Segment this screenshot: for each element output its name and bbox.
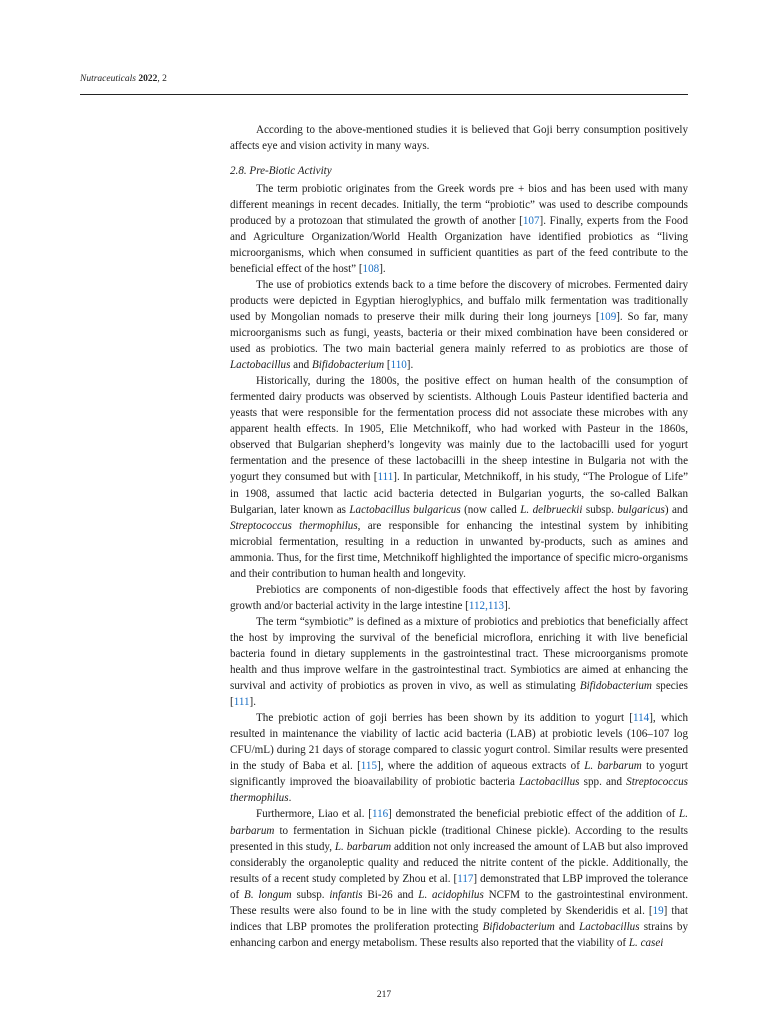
italic-term: L. casei [628, 936, 664, 949]
page-number: 217 [376, 990, 392, 1000]
text-run: ]. [504, 599, 511, 612]
citation-link[interactable]: 116 [371, 808, 389, 821]
paragraph-goji-yogurt [230, 710, 688, 806]
citation-link[interactable]: 110 [390, 359, 407, 372]
citation-link[interactable]: 111 [377, 471, 394, 484]
intro-slot [230, 122, 688, 154]
italic-term: Lactobacillus [519, 776, 580, 789]
italic-term: Lactobacillus bulgaricus [349, 503, 461, 516]
text-run: According to the above-mentioned studies it is believed that Goji berry consumption positively affects eye and vision activity in many ways. [230, 124, 688, 153]
italic-term: L. delbrueckii [520, 503, 583, 516]
italic-term: Lactobacillus [579, 920, 640, 933]
text-run: to fermentation in Sichuan pickle (traditional Chinese pickle). According to the results presented in this study, [230, 824, 688, 853]
italic-term: B. longum [244, 888, 292, 901]
paragraph-probiotic-history [230, 277, 688, 373]
citation-link[interactable]: 19 [652, 904, 664, 917]
text-run: , are responsible for enhancing the intestinal system by inhibiting microbial fermentation, resulting in a reduction in unwanted by-products, such as amines and ammonia. Thus, for the first time, Metchnikoff highlighted the importance of specific micro-organisms and their contribution to human health and longevity. [230, 519, 688, 580]
paragraph-metchnikoff [230, 373, 688, 582]
journal-year: 2022 [138, 74, 158, 84]
italic-term: Bifidobacterium [579, 680, 652, 693]
italic-term: bulgaricus [617, 503, 665, 516]
paragraph-intro [230, 122, 688, 154]
italic-term: Lactobacillus [230, 359, 291, 372]
citation-link[interactable]: 112,113 [468, 599, 505, 612]
citation-link[interactable]: 114 [633, 712, 650, 725]
text-run: subsp. [291, 888, 330, 901]
text-run: ] demonstrated the beneficial prebiotic effect of the addition of [388, 808, 680, 821]
text-run: Historically, during the 1800s, the positive effect on human health of the consumption of fermented dairy products was observed by scientists. Although Louis Pasteur identified bacteria and yeasts that were responsible for the fermentation process did not associate these microbes with any apparent health effects. In 1905, Elie Metchnikoff, who had worked with Pasteur in the 1860s, observed that Bulgarian shepherd’s longevity was mainly due to the lactobacilli used for yogurt fermentation and the presence of these lactobacilli in the sheep intestine in Bulgaria not with the yogurt they consumed but with [ [230, 375, 688, 484]
text-run: The prebiotic action of goji berries has been shown by its addition to yogurt [ [256, 712, 633, 725]
citation-link[interactable]: 115 [360, 760, 378, 773]
italic-term: L. acidophilus [418, 888, 484, 901]
text-run: ) and [664, 503, 688, 516]
section-title: Pre-Biotic Activity [249, 164, 332, 177]
text-run: spp. and [579, 776, 627, 789]
text-run: and [554, 920, 580, 933]
text-run: Furthermore, Liao et al. [ [256, 808, 372, 821]
text-run: subsp. [582, 503, 618, 516]
journal-name: Nutraceuticals [80, 74, 136, 84]
text-run: ]. [249, 696, 256, 709]
text-run: species [ [230, 680, 688, 709]
italic-term: Bifidobacterium [482, 920, 555, 933]
text-run: ]. So far, many microorganisms such as fungi, yeasts, bacteria or their mixed combination have been considered or used as probiotics. The two main bacterial genera mainly referred to as probiotics are those of [230, 311, 688, 356]
text-run: Prebiotics are components of non-digestible foods that effectively affect the host by favoring growth and/or bacterial activity in the large intestine [ [230, 583, 688, 612]
journal-volume: , 2 [157, 74, 167, 84]
italic-term: L. barbarum [584, 760, 642, 773]
italic-term: L. barbarum [334, 840, 392, 853]
text-run: strains by enhancing carbon and energy metabolism. These results also reported that the viability of [230, 920, 688, 949]
text-run: ]. Finally, experts from the Food and Agriculture Organization/World Health Organization have identified probiotics as “living microorganisms, which when consumed in sufficient quantities as part of the feed contribute to the beneficial effect of the host” [ [230, 214, 688, 275]
citation-link[interactable]: 108 [362, 262, 380, 275]
italic-term: L. barbarum [230, 808, 688, 837]
paragraph-probiotic-origin [230, 181, 688, 277]
text-run: to yogurt significantly improved the bioavailability of probiotic bacteria [230, 760, 688, 789]
citation-link[interactable]: 109 [599, 311, 617, 324]
text-run: The term “symbiotic” is defined as a mixture of probiotics and prebiotics that beneficially affect the host by improving the survival of the beneficial microflora, enriching it with live beneficial bacteria found in dietary supplements in the gastrointestinal tract. These microorganisms promote health and thus improve welfare in the gastrointestinal tract. Symbiotics are aimed at enhancing the survival and activity of probiotics as proven in vivo, as well as stimulating [230, 615, 688, 693]
section-number: 2.8. [230, 164, 247, 177]
text-run: addition not only increased the amount of LAB but also improved considerably the organoleptic quality and reduced the nitrite content of the pickle. Additionally, the results of a recent study completed by Zhou et al. [ [230, 840, 688, 885]
text-run: ]. [379, 262, 386, 275]
italic-term: Streptococcus thermophilus [230, 519, 358, 532]
text-run: . [288, 792, 292, 805]
text-run: ]. [406, 359, 414, 372]
section-body [230, 181, 688, 951]
citation-link[interactable]: 111 [233, 696, 250, 709]
paragraph-sichuan-pickle [230, 806, 688, 950]
paragraph-prebiotics [230, 582, 688, 614]
italic-term: Bifidobacterium [311, 359, 385, 372]
text-run: ], which resulted in maintenance the viability of lactic acid bacteria (LAB) at probiotic levels (106–107 log CFU/mL) during 21 days of storage compared to classic yogurt control. Similar results were presented in the study of Baba et al. [ [230, 712, 688, 773]
text-run: The term probiotic originates from the Greek words pre + bios and has been used with many different meanings in recent decades. Initially, the term “probiotic” was used to describe compounds produced by a protozoan that stimulated the growth of another [ [230, 182, 688, 227]
text-run: ]. In particular, Metchnikoff, in his study, “The Prologue of Life” in 1908, assumed that lactic acid bacteria detected in Bulgarian yogurts, the so-called Balkan Bulgarian, later known as [230, 471, 688, 516]
text-run: ] that indices that LBP promotes the proliferation protecting [230, 904, 688, 933]
citation-link[interactable]: 117 [457, 872, 474, 885]
text-run: Bi-26 and [362, 888, 419, 901]
text-run: [ [384, 359, 391, 372]
section-heading [230, 163, 688, 179]
italic-term: Streptococcus thermophilus [230, 776, 688, 805]
running-header [80, 74, 167, 84]
text-run: ] demonstrated that LBP improved the tolerance of [230, 872, 688, 901]
italic-term: infantis [329, 888, 363, 901]
text-run: and [290, 359, 312, 372]
text-run: ], where the addition of aqueous extracts of [377, 760, 585, 773]
header-rule [80, 94, 688, 95]
text-run: (now called [460, 503, 521, 516]
citation-link[interactable]: 107 [522, 214, 540, 227]
article-body [230, 122, 688, 951]
paragraph-symbiotic [230, 614, 688, 710]
text-run: The use of probiotics extends back to a time before the discovery of microbes. Fermented dairy products were depicted in Egyptian hieroglyphics, and buffalo milk fermentation was traditionally used by Mongolian nomads to preserve their milk during their long journeys [ [230, 278, 688, 324]
text-run: NCFM to the gastrointestinal environment. These results were also found to be in line with the study completed by Skenderidis et al. [ [230, 888, 689, 917]
